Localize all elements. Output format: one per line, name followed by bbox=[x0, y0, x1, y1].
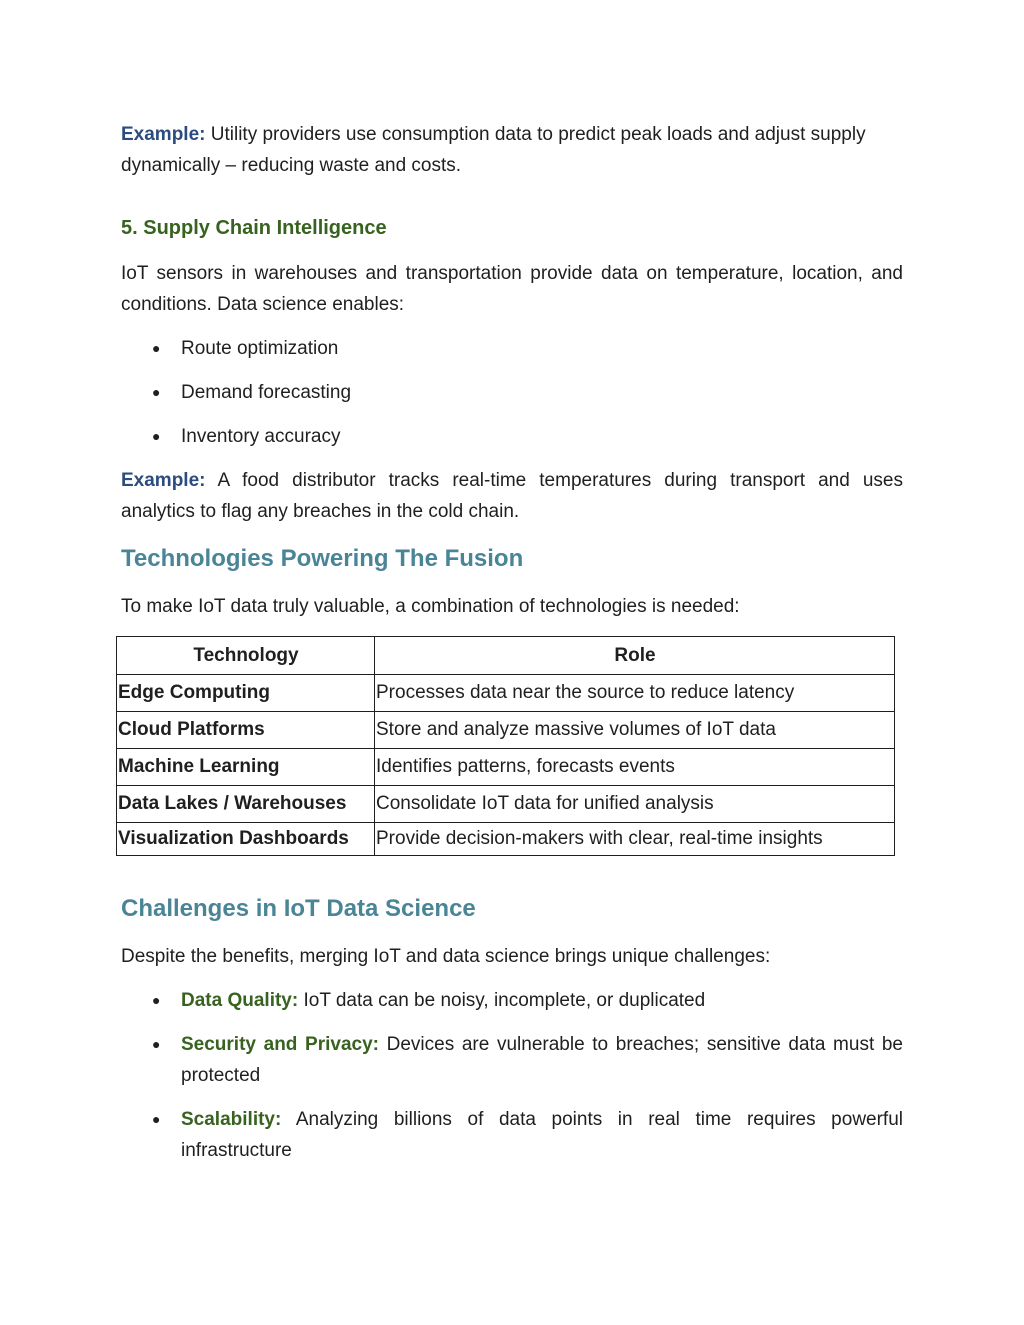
list-item bbox=[121, 377, 903, 408]
table-row bbox=[117, 823, 895, 856]
example-text: A food distributor tracks real-time temperatures during transport and uses analytics to flag any breaches in the cold chain. bbox=[121, 470, 903, 522]
example-text: Utility providers use consumption data to predict peak loads and adjust supply dynamically – reducing waste and costs. bbox=[121, 124, 866, 176]
section-heading-supply-chain bbox=[121, 214, 903, 242]
challenges-list bbox=[121, 985, 903, 1166]
supply-chain-intro bbox=[121, 258, 903, 320]
list-item bbox=[121, 1029, 903, 1091]
table-row bbox=[117, 712, 895, 749]
challenges-intro-text: Despite the benefits, merging IoT and data science brings unique challenges: bbox=[121, 946, 771, 967]
table-header-role: Role bbox=[375, 637, 895, 675]
example-label: Example: bbox=[121, 470, 206, 491]
table-cell-technology: Data Lakes / Warehouses bbox=[117, 786, 375, 823]
table-cell-technology: Machine Learning bbox=[117, 749, 375, 786]
table-row bbox=[117, 786, 895, 823]
list-item bbox=[121, 333, 903, 364]
table-cell-technology: Edge Computing bbox=[117, 675, 375, 712]
bullet-icon: ● bbox=[152, 1036, 161, 1052]
bullet-icon: ● bbox=[152, 384, 161, 400]
table-header-technology: Technology bbox=[117, 637, 375, 675]
challenge-text: IoT data can be noisy, incomplete, or duplicated bbox=[298, 990, 706, 1011]
challenge-text: Devices are vulnerable to breaches; sensitive data must be protected bbox=[181, 1034, 903, 1086]
table-header-row bbox=[117, 637, 895, 675]
example-utility-paragraph bbox=[121, 119, 903, 181]
technologies-heading-block bbox=[121, 543, 903, 575]
list-item-text: Inventory accuracy bbox=[181, 426, 341, 447]
challenge-label: Scalability: bbox=[181, 1109, 282, 1130]
bullet-icon: ● bbox=[152, 428, 161, 444]
bullet-icon: ● bbox=[152, 340, 161, 356]
table-cell-role: Consolidate IoT data for unified analysis bbox=[375, 786, 895, 823]
technologies-intro bbox=[121, 591, 903, 622]
technologies-intro-text: To make IoT data truly valuable, a combination of technologies is needed: bbox=[121, 596, 740, 617]
table-cell-technology: Cloud Platforms bbox=[117, 712, 375, 749]
challenges-intro bbox=[121, 941, 903, 972]
supply-chain-bullets bbox=[121, 333, 903, 452]
challenges-heading-block bbox=[121, 893, 903, 925]
bullet-icon: ● bbox=[152, 1111, 161, 1127]
list-item-text: Route optimization bbox=[181, 338, 339, 359]
challenges-heading: Challenges in IoT Data Science bbox=[121, 895, 476, 922]
list-item-text: Demand forecasting bbox=[181, 382, 352, 403]
table-cell-technology: Visualization Dashboards bbox=[117, 823, 375, 856]
technologies-table bbox=[116, 636, 895, 856]
table-cell-role: Processes data near the source to reduce latency bbox=[375, 675, 895, 712]
example-food-distributor-paragraph bbox=[121, 465, 903, 527]
bullet-icon: ● bbox=[152, 992, 161, 1008]
table-cell-role: Store and analyze massive volumes of IoT data bbox=[375, 712, 895, 749]
table-row bbox=[117, 749, 895, 786]
table-cell-role: Identifies patterns, forecasts events bbox=[375, 749, 895, 786]
challenge-label: Security and Privacy: bbox=[181, 1034, 379, 1055]
table-row bbox=[117, 675, 895, 712]
table-cell-role: Provide decision-makers with clear, real-time insights bbox=[375, 823, 895, 856]
list-item bbox=[121, 985, 903, 1016]
section-heading: 5. Supply Chain Intelligence bbox=[121, 217, 387, 239]
challenge-text: Analyzing billions of data points in real time requires powerful infrastructure bbox=[181, 1109, 903, 1161]
technologies-heading: Technologies Powering The Fusion bbox=[121, 545, 524, 572]
supply-chain-intro-text: IoT sensors in warehouses and transportation provide data on temperature, location, and conditions. Data science enables: bbox=[121, 263, 903, 315]
example-label: Example: bbox=[121, 124, 206, 145]
challenge-label: Data Quality: bbox=[181, 990, 299, 1011]
list-item bbox=[121, 1104, 903, 1166]
list-item bbox=[121, 421, 903, 452]
